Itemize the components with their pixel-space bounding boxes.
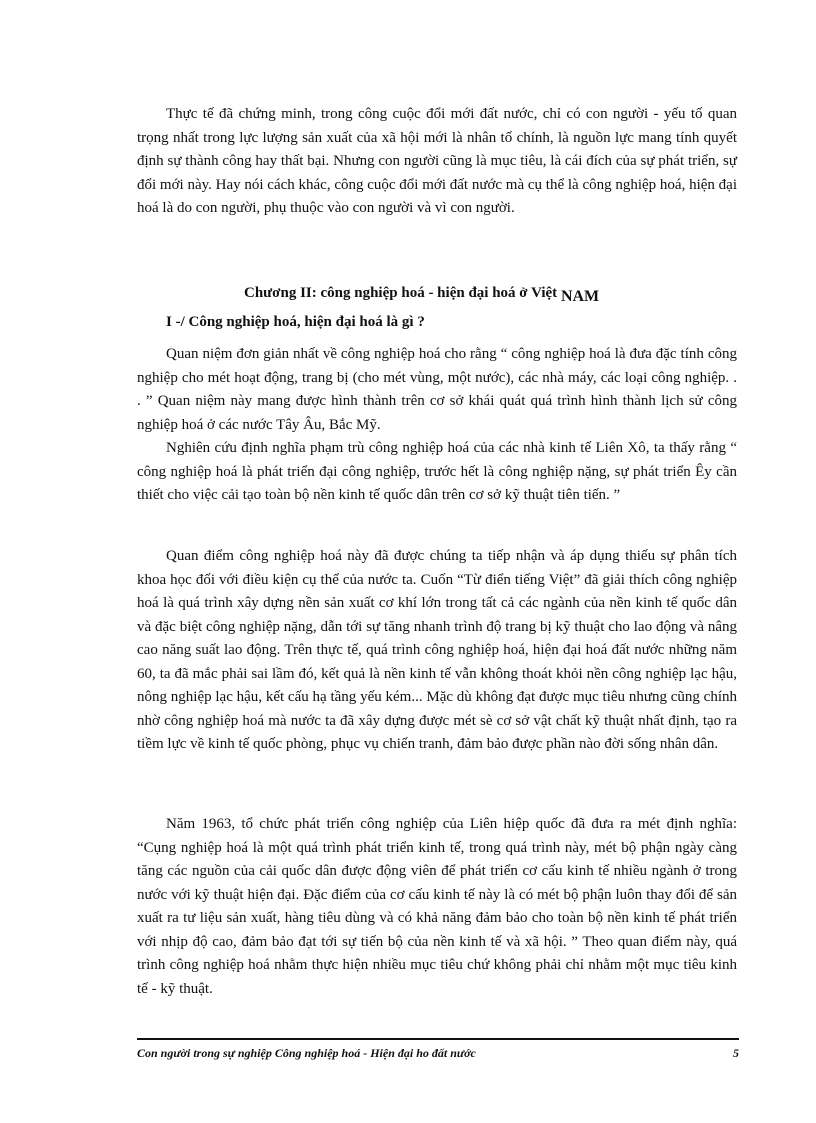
paragraph-vietnam-adoption: Quan điểm công nghiệp hoá này đã được chúng ta tiếp nhận và áp dụng thiếu sự phân tích khoa học đối với điều kiện cụ thể của nước ta. Cuốn “Từ điển tiếng Việt” đã giải thích công nghiệp hoá là quá trình xây dựng nền sản xuất cơ khí lớn trong tất cả các ngành của nền kinh tế quốc dân và đặc biệt công nghiệp nặng, dẫn tới sự tăng nhanh trình độ trang bị kỹ thuật cho lao động và nâng cao năng suất lao động. Trên thực tế, quá trình công nghiệp hoá, hiện đại hoá đất nước những năm 60, ta đã mắc phải sai lầm đó, kết quả là nền kinh tế vẫn không thoát khỏi nền công nghiệp lạc hậu, nông nghiệp lạc hậu, kết cấu hạ tầng yếu kém... Mặc dù không đạt được mục tiêu nhưng cũng chính nhờ công nghiệp hoá mà nước ta đã xây dựng được mét sè cơ sở vật chất kỹ thuật nhất định, tạo ra tiềm lực về kinh tế quốc phòng, phục vụ chiến tranh, đảm bảo được phần nào đời sống nhân dân. <box>137 548 737 752</box>
paragraph-intro: Thực tế đã chứng minh, trong công cuộc đổi mới đất nước, chỉ có con người - yếu tố quan trọng nhất trong lực lượng sản xuất của xã hội mới là nhân tố chính, là nguồn lực mang tính quyết định sự thành công hay thất bại. Nhưng con người cũng là mục tiêu, là cái đích của sự phát triển, sự đổi mới này. Hay nói cách khác, công cuộc đổi mới đất nước mà cụ thể là công nghiệp hoá, hiện đại hoá là do con người, phụ thuộc vào con người và vì con người. <box>137 106 737 216</box>
footer-title: Con người trong sự nghiệp Công nghiệp hoá - Hiện đại ho đất nước <box>137 1046 476 1060</box>
chapter-heading-text: Chương II: công nghiệp hoá - hiện đại hoá ở Việt <box>244 285 561 301</box>
paragraph-simple-concept: Quan niệm đơn giản nhất về công nghiệp hoá cho rằng “ công nghiệp hoá là đưa đặc tính công nghiệp cho mét hoạt động, trang bị (cho mét vùng, một nước), các nhà máy, các loại công nghiệp. . . ” Quan niệm này mang được hình thành trên cơ sở khái quát quá trình hình thành lịch sử công nghiệp hoá ở các nước Tây Âu, Bắc Mỹ. <box>137 346 737 433</box>
footer-divider <box>137 1038 739 1040</box>
page-number: 5 <box>733 1046 739 1060</box>
paragraph-soviet-definition: Nghiên cứu định nghĩa phạm trù công nghiệp hoá của các nhà kinh tế Liên Xô, ta thấy rằng “ công nghiệp hoá là phát triển đại công nghiệp, trước hết là công nghiệp nặng, sự phát triển Êy cần thiết cho việc cải tạo toàn bộ nền kinh tế quốc dân trên cơ sở kỹ thuật tiên tiến. ” <box>137 440 737 503</box>
chapter-heading <box>244 284 600 305</box>
section-heading: I -/ Công nghiệp hoá, hiện đại hoá là gì ? <box>166 314 425 330</box>
paragraph-un-definition: Năm 1963, tổ chức phát triển công nghiệp của Liên hiệp quốc đã đưa ra mét định nghĩa: “Cụng nghiệp hoá là một quá trình phát triển kinh tế, trong quá trình này, mét bộ phận ngày càng tăng các nguồn của cải quốc dân được động viên để phát triển cơ cấu kinh tế nhiều ngành ở trong nước với kỹ thuật hiện đại. Đặc điểm của cơ cấu kinh tế này là có mét bộ phận luôn thay đổi để sản xuất ra tư liệu sản xuất, hàng tiêu dùng và có khả năng đảm bảo cho toàn bộ nền kinh tế phát triển với nhịp độ cao, đảm bảo đạt tới sự tiến bộ của nền kinh tế và xã hội. ” Theo quan điểm này, quá trình công nghiệp hoá nhằm thực hiện nhiều mục tiêu chứ không phải chỉ nhằm một mục tiêu kinh tế - kỹ thuật. <box>137 816 737 997</box>
chapter-heading-tail: NAM <box>560 288 600 305</box>
